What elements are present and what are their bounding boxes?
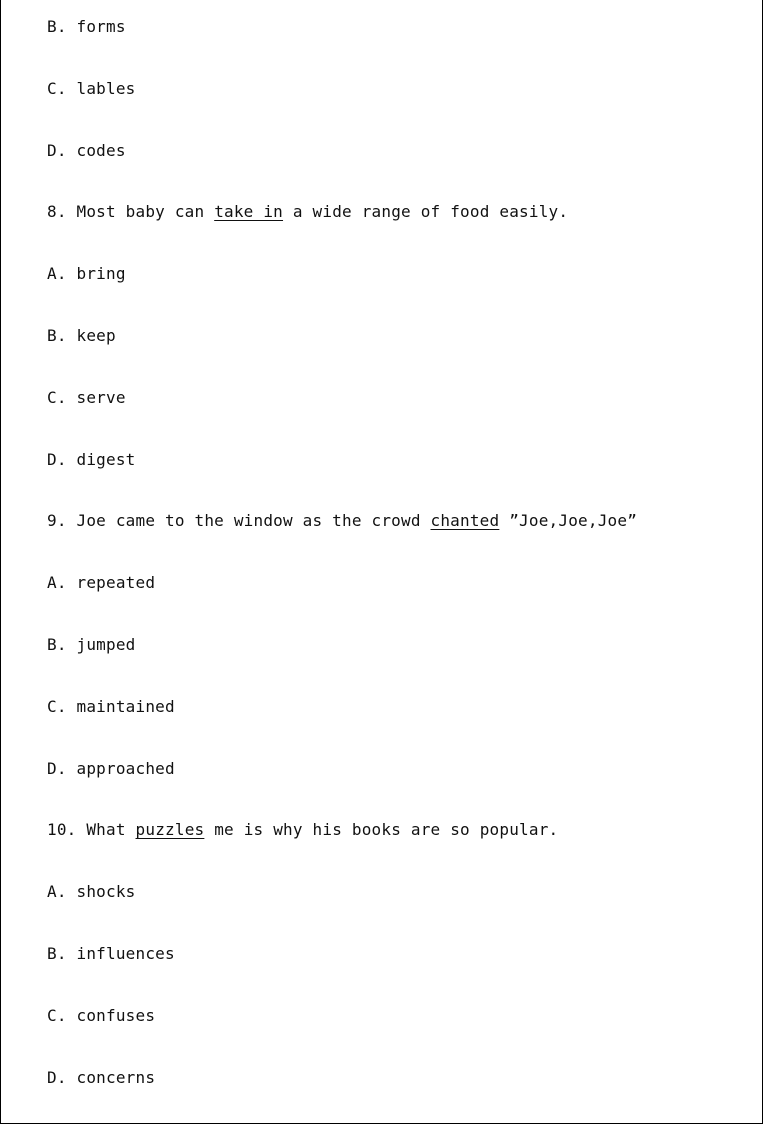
question-number: 10. <box>47 820 77 839</box>
q8-option-a <box>47 264 126 284</box>
q8-option-b <box>47 326 116 346</box>
question-text-after: ”Joe,Joe,Joe” <box>509 511 638 530</box>
q9-question <box>47 511 637 531</box>
option-text: serve <box>76 388 126 407</box>
option-text: forms <box>76 17 126 36</box>
option-letter: D. <box>47 759 67 778</box>
option-text: maintained <box>76 697 175 716</box>
option-letter: C. <box>47 388 67 407</box>
question-text-after: me is why his books are so popular. <box>214 820 559 839</box>
option-letter: D. <box>47 1068 67 1087</box>
question-text-before: Joe came to the window as the crowd <box>76 511 421 530</box>
q10-option-d <box>47 1068 155 1088</box>
q7-option-d <box>47 141 126 161</box>
q9-option-d <box>47 759 175 779</box>
option-text: concerns <box>76 1068 156 1087</box>
option-text: shocks <box>76 882 136 901</box>
question-number: 8. <box>47 202 67 221</box>
underlined-phrase: chanted <box>430 511 500 530</box>
option-text: digest <box>76 450 136 469</box>
q8-option-c <box>47 388 126 408</box>
option-letter: C. <box>47 79 67 98</box>
option-text: approached <box>76 759 175 778</box>
option-letter: D. <box>47 450 67 469</box>
option-letter: B. <box>47 17 67 36</box>
option-text: repeated <box>76 573 156 592</box>
question-number: 9. <box>47 511 67 530</box>
q9-option-b <box>47 635 136 655</box>
q10-option-b <box>47 944 175 964</box>
option-text: keep <box>76 326 116 345</box>
underlined-phrase: take in <box>214 202 284 221</box>
q7-option-b <box>47 17 126 37</box>
question-text-before: What <box>86 820 126 839</box>
q9-option-c <box>47 697 175 717</box>
option-text: bring <box>76 264 126 283</box>
q9-option-a <box>47 573 155 593</box>
option-letter: B. <box>47 944 67 963</box>
option-letter: B. <box>47 326 67 345</box>
q10-option-a <box>47 882 136 902</box>
q10-question <box>47 820 558 840</box>
option-letter: B. <box>47 635 67 654</box>
option-letter: C. <box>47 1006 67 1025</box>
option-letter: C. <box>47 697 67 716</box>
q7-option-c <box>47 79 136 99</box>
option-text: confuses <box>76 1006 156 1025</box>
option-letter: A. <box>47 882 67 901</box>
option-text: jumped <box>76 635 136 654</box>
option-letter: A. <box>47 573 67 592</box>
question-text-after: a wide range of food easily. <box>292 202 569 221</box>
question-text-before: Most baby can <box>76 202 205 221</box>
q8-question <box>47 202 568 222</box>
q10-option-c <box>47 1006 155 1026</box>
option-letter: A. <box>47 264 67 283</box>
option-text: codes <box>76 141 126 160</box>
option-text: influences <box>76 944 175 963</box>
q8-option-d <box>47 450 136 470</box>
option-letter: D. <box>47 141 67 160</box>
underlined-phrase: puzzles <box>135 820 205 839</box>
option-text: lables <box>76 79 136 98</box>
